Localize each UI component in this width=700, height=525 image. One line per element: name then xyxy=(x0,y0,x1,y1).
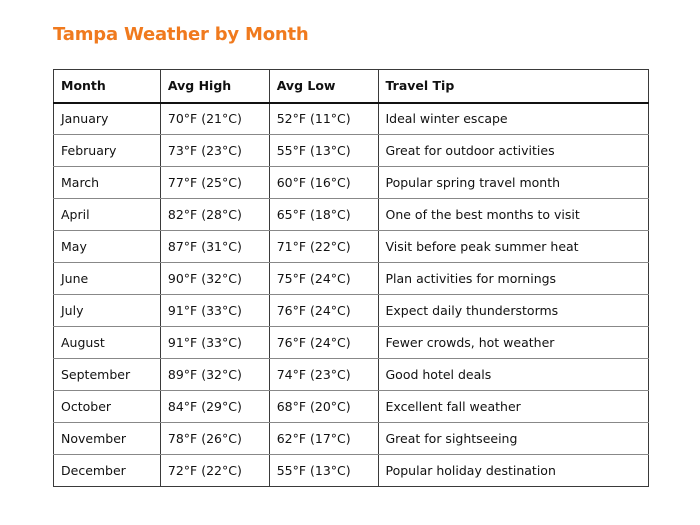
month-cell: July xyxy=(54,295,161,327)
avg-low-cell: 52°F (11°C) xyxy=(269,103,378,135)
avg-high-cell: 90°F (32°C) xyxy=(160,263,269,295)
table-row xyxy=(54,295,649,327)
month-cell: September xyxy=(54,359,161,391)
page-title: Tampa Weather by Month xyxy=(53,24,309,45)
table-row xyxy=(54,391,649,423)
travel-tip-cell: Expect daily thunderstorms xyxy=(378,295,649,327)
travel-tip-cell: Fewer crowds, hot weather xyxy=(378,327,649,359)
avg-high-cell: 91°F (33°C) xyxy=(160,295,269,327)
avg-high-cell: 89°F (32°C) xyxy=(160,359,269,391)
month-cell: February xyxy=(54,135,161,167)
travel-tip-cell: Good hotel deals xyxy=(378,359,649,391)
table-row xyxy=(54,423,649,455)
travel-tip-cell: Great for outdoor activities xyxy=(378,135,649,167)
column-header-travel-tip: Travel Tip xyxy=(378,70,649,103)
avg-low-cell: 62°F (17°C) xyxy=(269,423,378,455)
travel-tip-cell: Ideal winter escape xyxy=(378,103,649,135)
table-row xyxy=(54,263,649,295)
table-body xyxy=(54,103,649,487)
table-row xyxy=(54,103,649,135)
table-row xyxy=(54,359,649,391)
avg-high-cell: 70°F (21°C) xyxy=(160,103,269,135)
avg-low-cell: 60°F (16°C) xyxy=(269,167,378,199)
table-row xyxy=(54,231,649,263)
avg-high-cell: 78°F (26°C) xyxy=(160,423,269,455)
avg-low-cell: 55°F (13°C) xyxy=(269,455,378,487)
month-cell: January xyxy=(54,103,161,135)
table-row xyxy=(54,135,649,167)
avg-low-cell: 55°F (13°C) xyxy=(269,135,378,167)
avg-low-cell: 75°F (24°C) xyxy=(269,263,378,295)
avg-low-cell: 71°F (22°C) xyxy=(269,231,378,263)
travel-tip-cell: One of the best months to visit xyxy=(378,199,649,231)
avg-low-cell: 74°F (23°C) xyxy=(269,359,378,391)
table-row xyxy=(54,327,649,359)
travel-tip-cell: Plan activities for mornings xyxy=(378,263,649,295)
travel-tip-cell: Popular spring travel month xyxy=(378,167,649,199)
avg-low-cell: 68°F (20°C) xyxy=(269,391,378,423)
column-header-avg-low: Avg Low xyxy=(269,70,378,103)
avg-low-cell: 76°F (24°C) xyxy=(269,327,378,359)
travel-tip-cell: Excellent fall weather xyxy=(378,391,649,423)
month-cell: May xyxy=(54,231,161,263)
month-cell: October xyxy=(54,391,161,423)
table-row xyxy=(54,199,649,231)
column-header-month: Month xyxy=(54,70,161,103)
avg-low-cell: 76°F (24°C) xyxy=(269,295,378,327)
travel-tip-cell: Great for sightseeing xyxy=(378,423,649,455)
avg-high-cell: 72°F (22°C) xyxy=(160,455,269,487)
travel-tip-cell: Visit before peak summer heat xyxy=(378,231,649,263)
avg-low-cell: 65°F (18°C) xyxy=(269,199,378,231)
month-cell: March xyxy=(54,167,161,199)
table-row xyxy=(54,455,649,487)
month-cell: November xyxy=(54,423,161,455)
avg-high-cell: 91°F (33°C) xyxy=(160,327,269,359)
month-cell: April xyxy=(54,199,161,231)
avg-high-cell: 82°F (28°C) xyxy=(160,199,269,231)
avg-high-cell: 73°F (23°C) xyxy=(160,135,269,167)
avg-high-cell: 84°F (29°C) xyxy=(160,391,269,423)
column-header-avg-high: Avg High xyxy=(160,70,269,103)
table-row xyxy=(54,167,649,199)
table-header-row xyxy=(54,70,649,103)
travel-tip-cell: Popular holiday destination xyxy=(378,455,649,487)
avg-high-cell: 77°F (25°C) xyxy=(160,167,269,199)
month-cell: December xyxy=(54,455,161,487)
weather-table xyxy=(53,69,649,487)
month-cell: June xyxy=(54,263,161,295)
avg-high-cell: 87°F (31°C) xyxy=(160,231,269,263)
month-cell: August xyxy=(54,327,161,359)
